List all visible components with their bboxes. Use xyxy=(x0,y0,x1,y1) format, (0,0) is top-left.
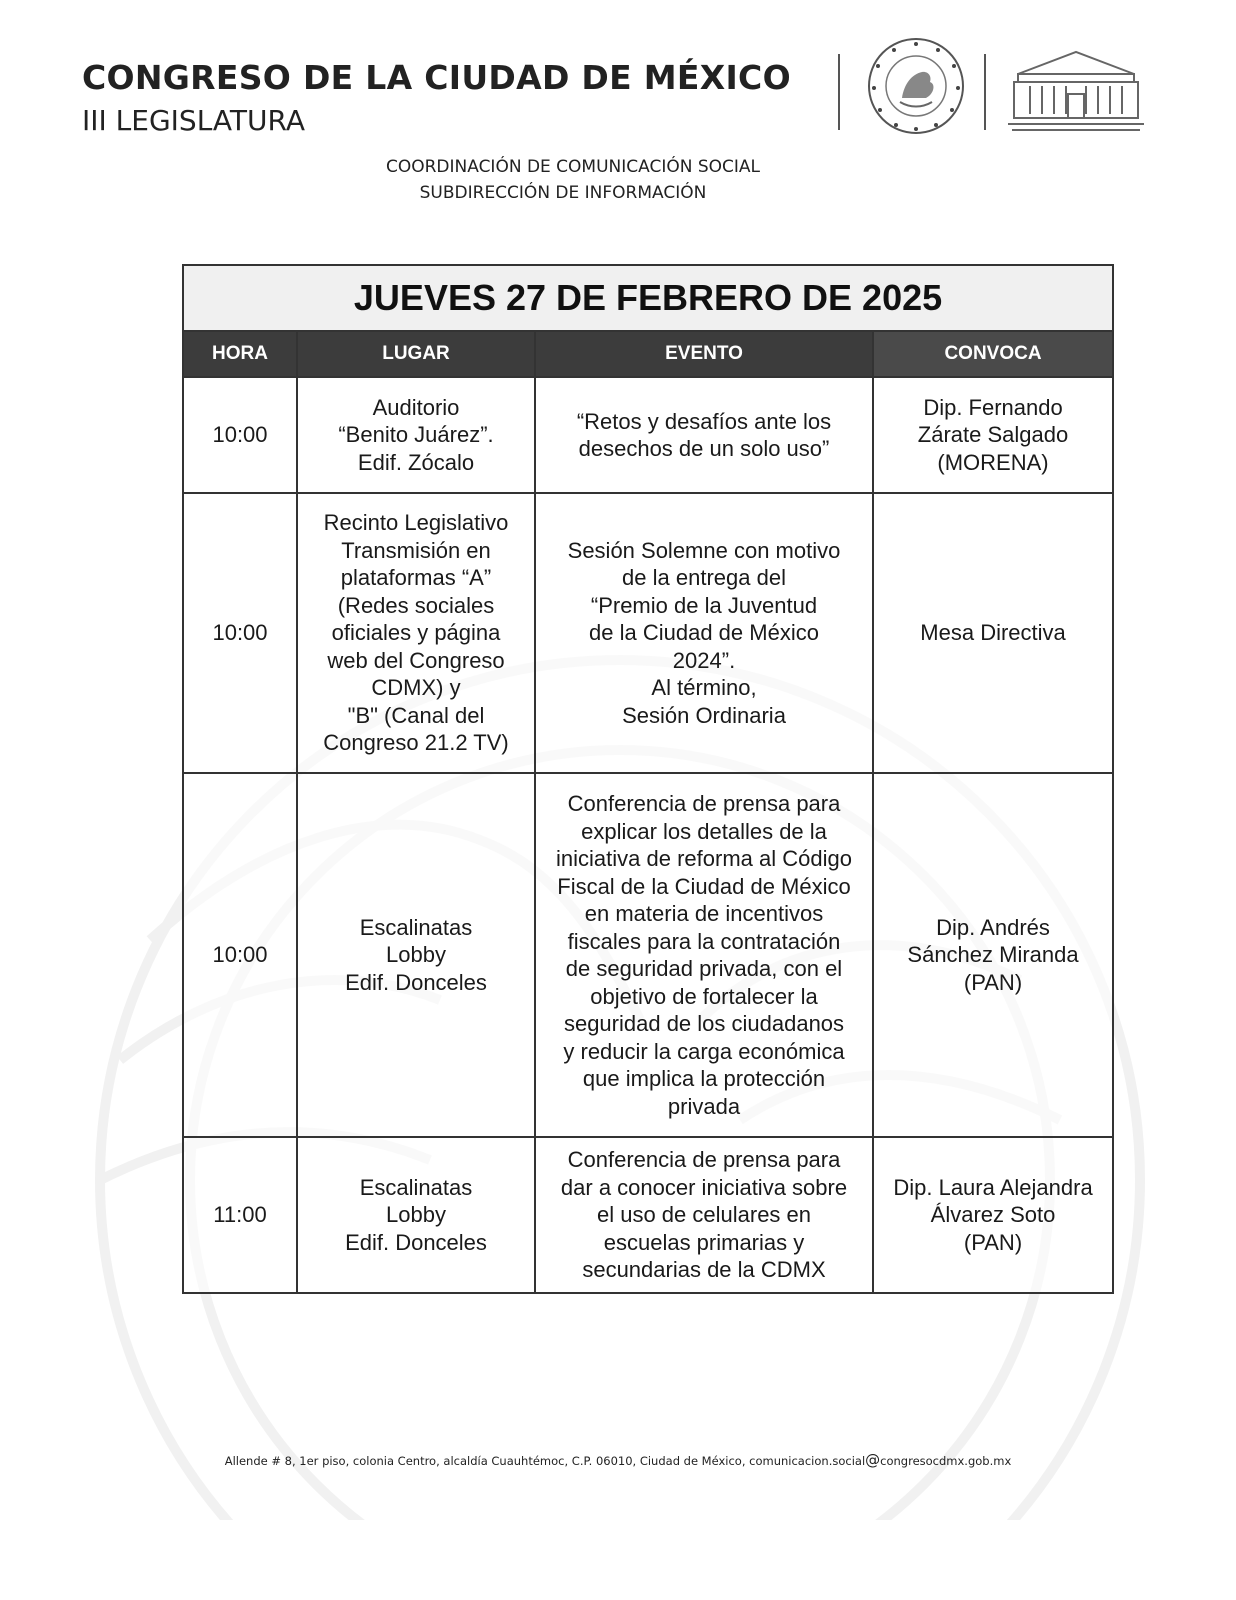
table-row xyxy=(183,773,1113,1137)
subdepartment-name: SUBDIRECCIÓN DE INFORMACIÓN xyxy=(419,183,707,203)
cell-hora: 11:00 xyxy=(183,1137,297,1293)
department-block xyxy=(0,154,1236,206)
cell-lugar: Recinto Legislativo Transmisión en plataformas “A” (Redes sociales oficiales y página web del Congreso CDMX) y "B" (Canal del Congreso 21.2 TV) xyxy=(297,493,535,773)
legislature-label: III LEGISLATURA xyxy=(82,104,305,137)
table-row xyxy=(183,377,1113,493)
cell-lugar: Escalinatas Lobby Edif. Donceles xyxy=(297,1137,535,1293)
footer-address-text: Allende # 8, 1er piso, colonia Centro, alcaldía Cuauhtémoc, C.P. 06010, Ciudad de México, comunicacion.social xyxy=(224,1454,866,1468)
cell-evento: “Retos y desafíos ante los desechos de un solo uso” xyxy=(535,377,873,493)
cell-convoca: Mesa Directiva xyxy=(873,493,1113,773)
agenda-table xyxy=(182,264,1114,1294)
column-header-convoca: CONVOCA xyxy=(873,331,1113,377)
cell-lugar: Escalinatas Lobby Edif. Donceles xyxy=(297,773,535,1137)
cell-convoca: Dip. Laura Alejandra Álvarez Soto (PAN) xyxy=(873,1137,1113,1293)
cell-convoca: Dip. Fernando Zárate Salgado (MORENA) xyxy=(873,377,1113,493)
organization-name: CONGRESO DE LA CIUDAD DE MÉXICO xyxy=(82,58,791,97)
legislative-building-icon xyxy=(1008,44,1144,136)
header-divider xyxy=(984,54,986,130)
footer-address xyxy=(0,1451,1236,1469)
cell-convoca: Dip. Andrés Sánchez Miranda (PAN) xyxy=(873,773,1113,1137)
column-header-lugar: LUGAR xyxy=(297,331,535,377)
department-name: COORDINACIÓN DE COMUNICACIÓN SOCIAL xyxy=(385,157,761,177)
footer-email-domain: congresocdmx.gob.mx xyxy=(880,1454,1012,1468)
cell-evento: Conferencia de prensa para dar a conocer iniciativa sobre el uso de celulares en escuelas primarias y secundarias de la CDMX xyxy=(535,1137,873,1293)
cell-hora: 10:00 xyxy=(183,493,297,773)
congress-seal-icon xyxy=(866,36,966,136)
cell-evento: Sesión Solemne con motivo de la entrega del “Premio de la Juventud de la Ciudad de México 2024”. Al término, Sesión Ordinaria xyxy=(535,493,873,773)
table-row xyxy=(183,1137,1113,1293)
cell-hora: 10:00 xyxy=(183,377,297,493)
column-header-evento: EVENTO xyxy=(535,331,873,377)
column-header-hora: HORA xyxy=(183,331,297,377)
footer-at-sign: @ xyxy=(865,1451,881,1469)
agenda-date-title: JUEVES 27 DE FEBRERO DE 2025 xyxy=(183,265,1113,331)
cell-evento: Conferencia de prensa para explicar los detalles de la iniciativa de reforma al Código Fiscal de la Ciudad de México en materia de incentivos fiscales para la contratación de seguridad privada, con el objetivo de fortalecer la seguridad de los ciudadanos y reducir la carga económica que implica la protección privada xyxy=(535,773,873,1137)
table-row xyxy=(183,493,1113,773)
cell-lugar: Auditorio “Benito Juárez”. Edif. Zócalo xyxy=(297,377,535,493)
header-divider xyxy=(838,54,840,130)
cell-hora: 10:00 xyxy=(183,773,297,1137)
